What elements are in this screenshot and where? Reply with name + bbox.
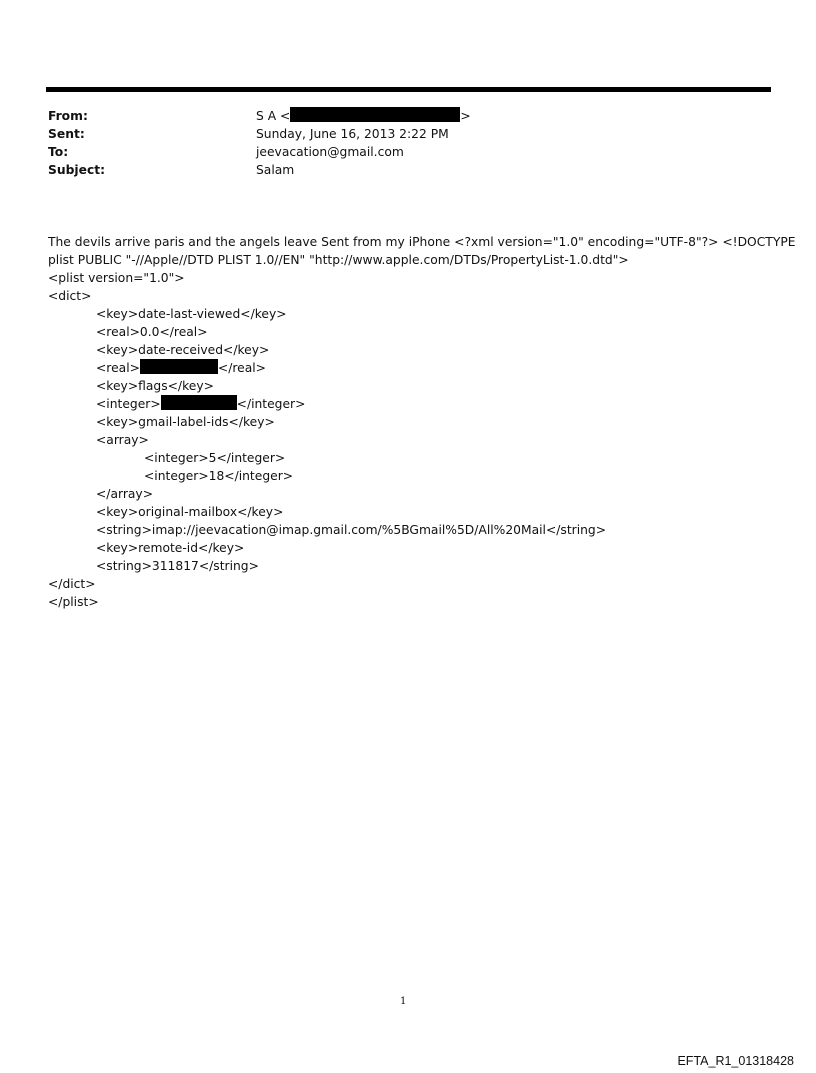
body-line: <integer>5</integer>	[144, 451, 286, 465]
body-line: </array>	[96, 487, 153, 501]
body-line: <real>0.0</real>	[96, 325, 208, 339]
subject-value: Salam	[256, 163, 295, 177]
document-id-footer: EFTA_R1_01318428	[677, 1054, 794, 1068]
body-line: <key>original-mailbox</key>	[96, 505, 284, 519]
body-line: <string>imap://jeevacation@imap.gmail.com/%5BGmail%5D/All%20Mail</string>	[96, 523, 607, 537]
body-line: </plist>	[48, 595, 99, 609]
header-rule	[46, 87, 771, 92]
real-close-tag: </real>	[217, 361, 266, 375]
body-line: </dict>	[48, 577, 96, 591]
sent-label: Sent:	[48, 127, 85, 141]
body-line: <key>remote-id</key>	[96, 541, 245, 555]
integer-close-tag: </integer>	[236, 397, 306, 411]
integer-open-tag: <integer>	[96, 397, 161, 411]
subject-label: Subject:	[48, 163, 106, 177]
from-label: From:	[48, 109, 88, 123]
body-line: plist PUBLIC "-//Apple//DTD PLIST 1.0//EN" "http://www.apple.com/DTDs/PropertyList-1.0.dtd">	[48, 253, 629, 267]
page-number: 1	[400, 996, 407, 1007]
body-line: <key>date-last-viewed</key>	[96, 307, 287, 321]
body-line: <dict>	[48, 289, 92, 303]
body-line: <plist version="1.0">	[48, 271, 185, 285]
body-line	[96, 395, 305, 413]
body-line: <key>gmail-label-ids</key>	[96, 415, 275, 429]
body-line: <integer>18</integer>	[144, 469, 294, 483]
from-value-tail: >	[460, 109, 471, 123]
body-line: <string>311817</string>	[96, 559, 259, 573]
redaction-block	[161, 395, 237, 410]
body-line: <key>flags</key>	[96, 379, 214, 393]
real-open-tag: <real>	[96, 361, 140, 375]
redaction-block	[290, 107, 460, 122]
body-line: The devils arrive paris and the angels leave Sent from my iPhone <?xml version="1.0" encoding="UTF-8"?> <!DOCTYPE	[48, 235, 796, 249]
to-label: To:	[48, 145, 69, 159]
body-line: <key>date-received</key>	[96, 343, 270, 357]
from-value	[256, 107, 471, 125]
to-value: jeevacation@gmail.com	[256, 145, 404, 159]
body-line	[96, 359, 266, 377]
from-name: S A <	[256, 109, 291, 123]
body-line: <array>	[96, 433, 149, 447]
redaction-block	[140, 359, 218, 374]
sent-value: Sunday, June 16, 2013 2:22 PM	[256, 127, 449, 141]
